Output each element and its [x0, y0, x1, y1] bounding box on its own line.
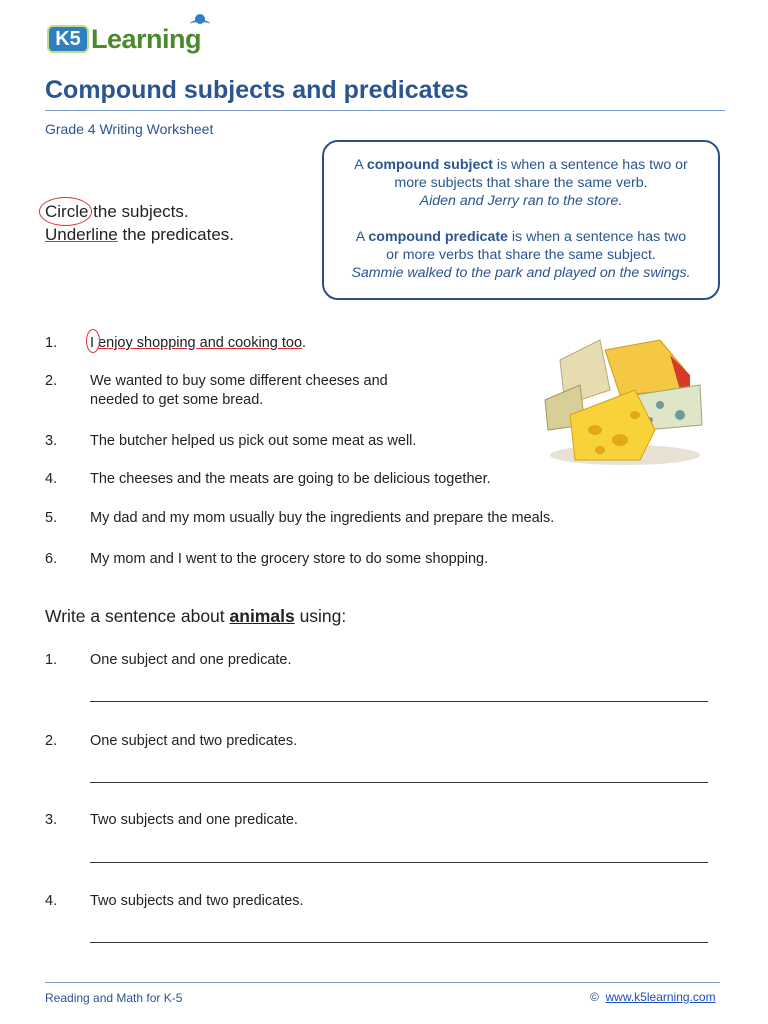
- def-text: or more verbs that share the same subject.: [386, 247, 656, 263]
- answer-line[interactable]: [90, 782, 708, 783]
- compound-predicate-definition: [324, 228, 718, 246]
- prompt-number: 4.: [45, 893, 58, 909]
- exercise-punctuation: .: [302, 335, 307, 351]
- exercise-number: 4.: [45, 471, 58, 487]
- logo-figure-icon: [195, 14, 205, 24]
- def-term: compound predicate: [368, 229, 508, 245]
- exercise-number: 5.: [45, 510, 58, 526]
- instruction-underline: [45, 225, 234, 245]
- underlined-word: Underline: [45, 225, 118, 244]
- exercise-sentence: [90, 334, 306, 353]
- cheese-illustration: [540, 330, 710, 470]
- exercise-number: 1.: [45, 335, 58, 351]
- prompt-number: 1.: [45, 652, 58, 668]
- def-example: Sammie walked to the park and played on the swings.: [351, 265, 691, 281]
- answer-line[interactable]: [90, 942, 708, 943]
- compound-subject-definition: [324, 156, 718, 174]
- instruction-text: the subjects.: [88, 202, 189, 221]
- prompt-text: Two subjects and one predicate.: [90, 812, 298, 828]
- k5-logo-text: Learning: [91, 23, 202, 54]
- def-text: A: [354, 157, 367, 173]
- write-keyword: animals: [229, 606, 295, 626]
- copyright-symbol: ©: [590, 990, 599, 1004]
- instruction-circle: [45, 202, 189, 222]
- exercise-sentence: The butcher helped us pick out some meat as well.: [90, 433, 417, 449]
- def-term: compound subject: [366, 157, 493, 173]
- page-subtitle: Grade 4 Writing Worksheet: [45, 121, 214, 137]
- prompt-text: Two subjects and two predicates.: [90, 893, 304, 909]
- circled-subject: I: [90, 335, 95, 351]
- def-text: A: [355, 229, 369, 245]
- write-section-heading: [45, 606, 346, 627]
- footer-website-link[interactable]: www.k5learning.com: [605, 990, 716, 1004]
- footer-divider: [45, 982, 720, 983]
- exercise-sentence: My mom and I went to the grocery store to do some shopping.: [90, 551, 489, 567]
- header-divider: [45, 110, 725, 111]
- def-text: is when a sentence has two or: [492, 157, 688, 173]
- exercise-number: 6.: [45, 551, 58, 567]
- footer-copyright: [590, 990, 716, 1004]
- exercise-text: needed to get some bread.: [90, 392, 264, 408]
- underlined-predicate: enjoy shopping and cooking too: [98, 335, 303, 351]
- answer-line[interactable]: [90, 862, 708, 863]
- answer-line[interactable]: [90, 701, 708, 702]
- prompt-text: One subject and one predicate.: [90, 652, 292, 668]
- definition-box: [322, 140, 720, 300]
- def-text: is when a sentence has two: [507, 229, 687, 245]
- exercise-sentence: The cheeses and the meats are going to be delicious together.: [90, 471, 491, 487]
- page-title: Compound subjects and predicates: [45, 76, 469, 104]
- def-example: Aiden and Jerry ran to the store.: [419, 193, 623, 209]
- def-text: more subjects that share the same verb.: [394, 175, 648, 191]
- prompt-text: One subject and two predicates.: [90, 733, 298, 749]
- footer-tagline: Reading and Math for K-5: [45, 991, 183, 1005]
- instruction-text: the predicates.: [117, 225, 235, 244]
- k5-logo-badge-text: K5: [55, 27, 81, 50]
- write-text: Write a sentence about: [45, 606, 230, 626]
- exercise-sentence: My dad and my mom usually buy the ingredients and prepare the meals.: [90, 510, 555, 526]
- exercise-sentence: [90, 372, 388, 410]
- k5-logo-badge: [47, 25, 89, 53]
- write-text: using:: [294, 606, 347, 626]
- exercise-text: We wanted to buy some different cheeses and: [90, 373, 388, 389]
- exercise-number: 2.: [45, 373, 58, 389]
- k5-logo: [47, 22, 201, 56]
- circled-word: Circle: [45, 202, 89, 221]
- prompt-number: 2.: [45, 733, 58, 749]
- exercise-number: 3.: [45, 433, 58, 449]
- prompt-number: 3.: [45, 812, 58, 828]
